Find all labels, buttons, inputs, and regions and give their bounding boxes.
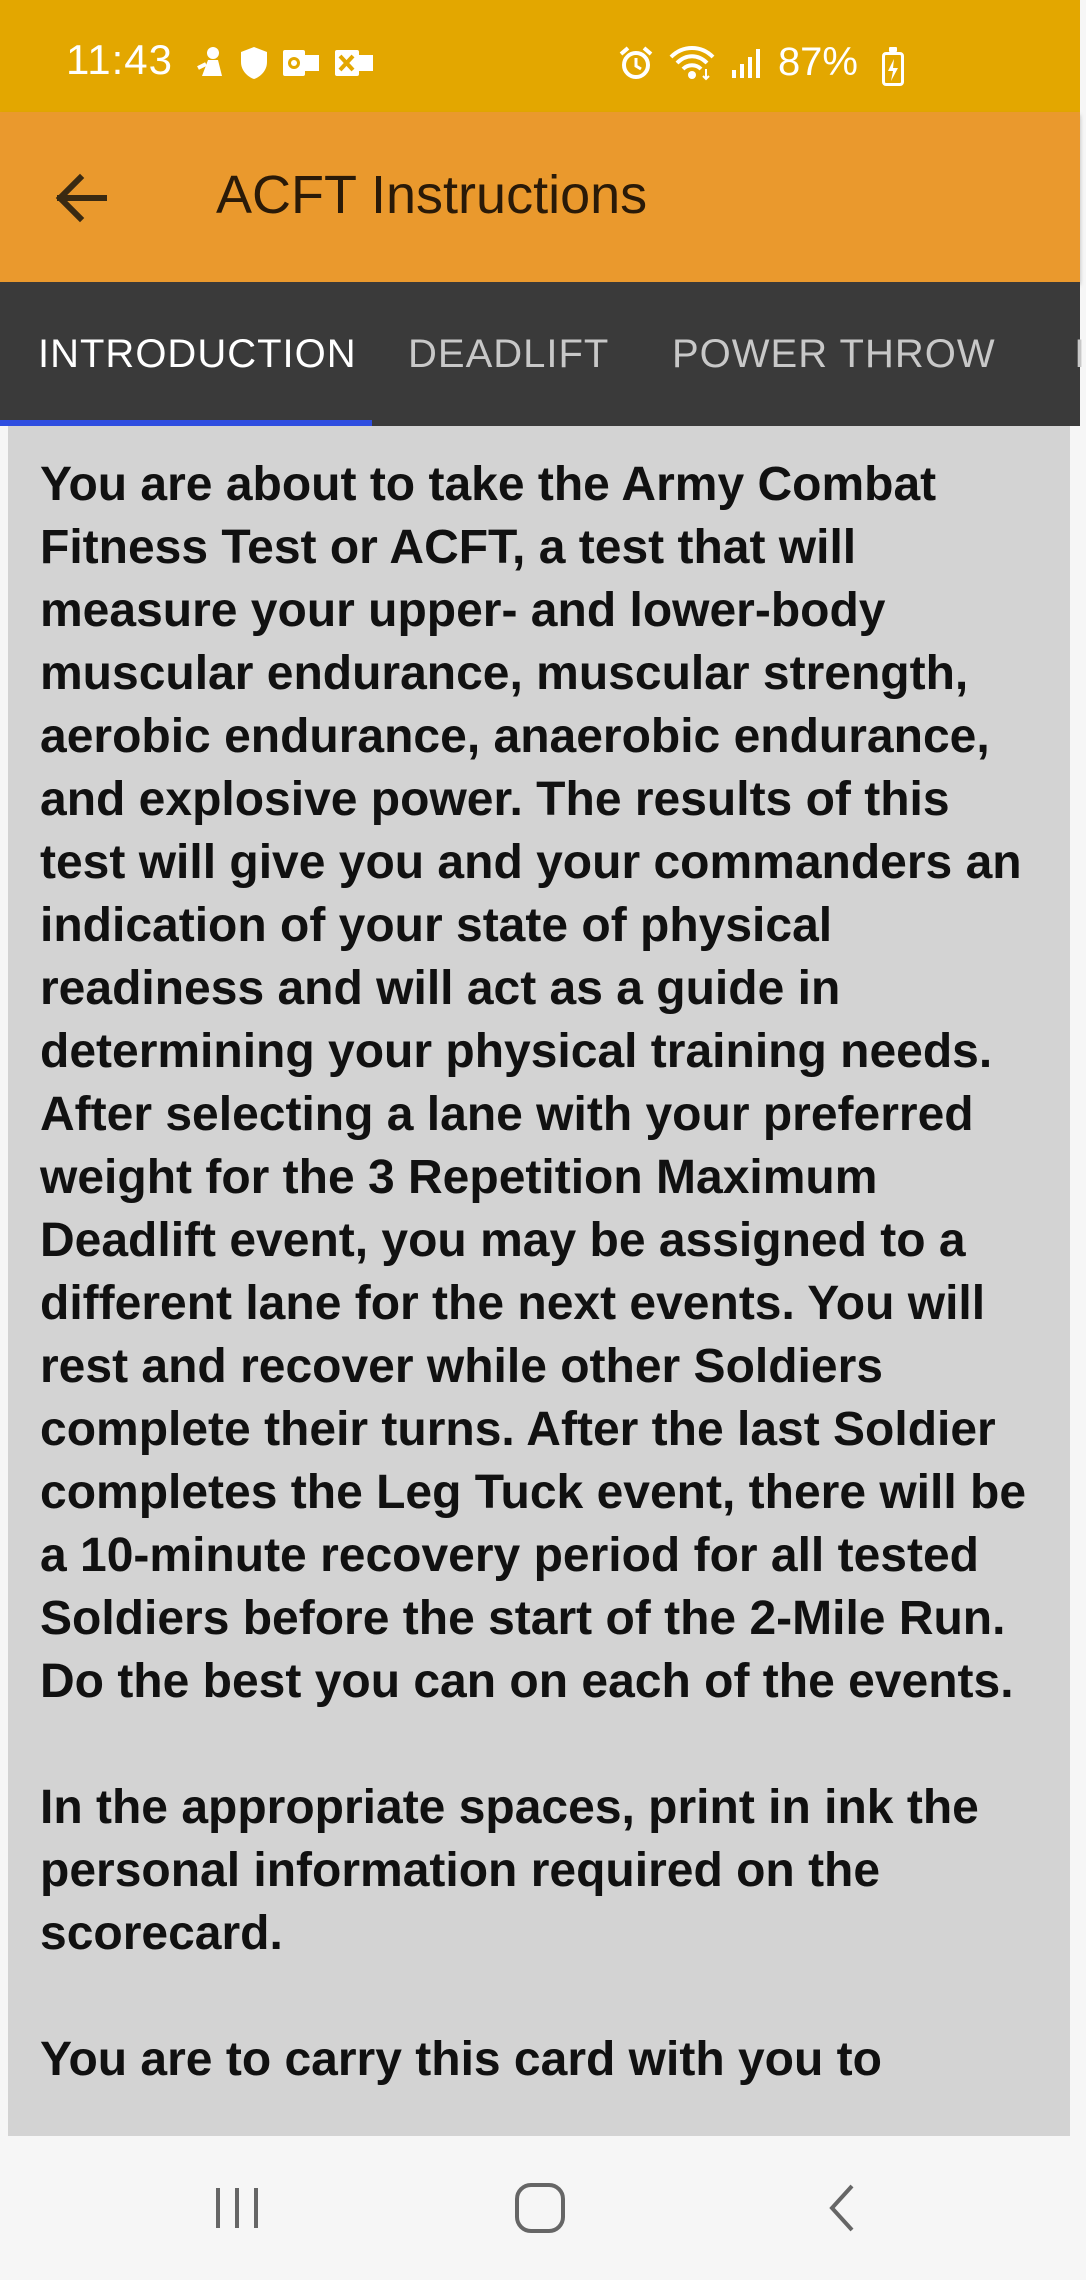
arrow-left-icon	[46, 162, 118, 234]
status-time: 11:43	[66, 36, 173, 83]
alarm-icon	[618, 45, 654, 81]
instructions-paragraph: In the appropriate spaces, print in ink the personal information required on the scorecard.	[40, 1781, 979, 1960]
home-button[interactable]	[512, 2180, 568, 2236]
tab-next-partial[interactable]: I	[1074, 332, 1086, 376]
recents-button[interactable]	[212, 2180, 262, 2236]
back-button[interactable]	[46, 162, 118, 234]
battery-percentage: 87%	[777, 40, 858, 84]
home-icon	[512, 2180, 568, 2236]
tab-introduction[interactable]: INTRODUCTION	[38, 332, 357, 376]
status-notification-icons	[196, 46, 374, 80]
tab-bar	[0, 282, 1086, 426]
app-bar	[0, 112, 1080, 282]
status-bar	[0, 0, 1080, 112]
instructions-paragraph: You are to carry this card with you to	[40, 2033, 882, 2086]
back-nav-button[interactable]	[818, 2180, 868, 2236]
status-system-icons	[618, 40, 902, 85]
recents-icon	[212, 2180, 262, 2236]
instructions-content[interactable]	[8, 426, 1070, 2136]
mail-icon	[334, 47, 374, 79]
page-title: ACFT Instructions	[216, 165, 648, 225]
shield-icon	[240, 46, 268, 80]
tab-deadlift[interactable]: DEADLIFT	[408, 332, 610, 376]
tab-power-throw[interactable]: POWER THROW	[672, 332, 996, 376]
instructions-paragraph: You are about to take the Army Combat Fitness Test or ACFT, a test that will measure your upper- and lower-body muscular endurance, muscular strength, aerobic endurance, anaerobic endurance, and explosive power. The results of this test will give you and your commanders an indication of your state of physical readiness and will act as a guide in determining your physical training needs. After selecting a lane with your preferred weight for the 3 Repetition Maximum Deadlift event, you may be assigned to a different lane for the next events. You will rest and recover while other Soldiers complete their turns. After the last Soldier completes the Leg Tuck event, there will be a 10-minute recovery period for all tested Soldiers before the start of the 2-Mile Run. Do the best you can on each of the events.	[40, 458, 1027, 1708]
back-nav-icon	[818, 2180, 868, 2236]
navigation-bar	[0, 2136, 1080, 2280]
wifi-icon	[668, 45, 716, 81]
battery-charging-icon	[882, 52, 904, 86]
outlook-icon	[282, 47, 320, 79]
notification-icon	[196, 46, 226, 80]
signal-icon	[730, 46, 764, 80]
